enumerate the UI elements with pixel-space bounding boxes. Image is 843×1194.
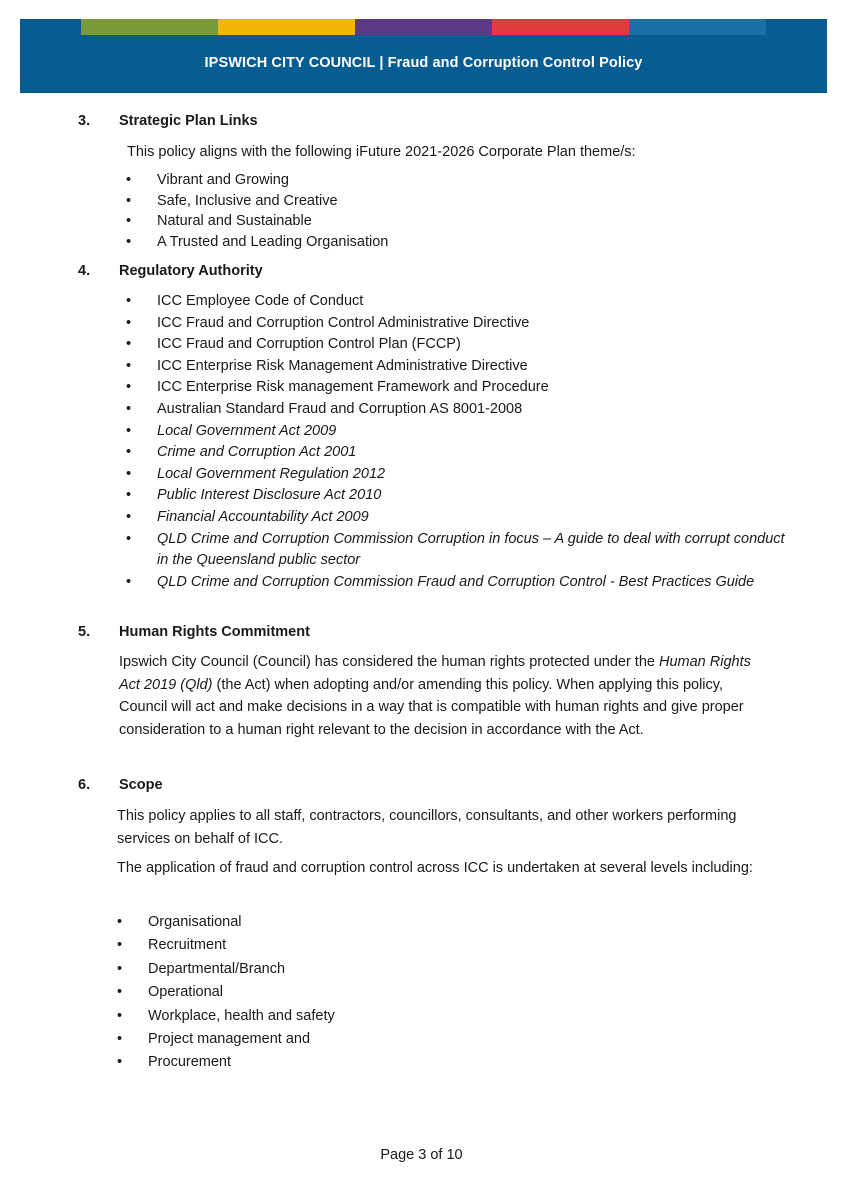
section-6-number: 6. xyxy=(78,777,91,793)
section-6-list xyxy=(117,911,767,1075)
bullet-icon: • xyxy=(126,444,132,461)
list-item: • QLD Crime and Corruption Commission Corruption in focus – A guide to deal with corrupt conduct in the Queensland public sector xyxy=(126,530,785,569)
list-item: • Safe, Inclusive and Creative xyxy=(126,191,776,212)
section-6-paragraph-2: The application of fraud and corruption control across ICC is undertaken at several levels including: xyxy=(117,860,753,876)
list-item: • Procurement xyxy=(117,1051,767,1074)
list-item: • Workplace, health and safety xyxy=(117,1005,767,1028)
bullet-icon: • xyxy=(126,379,132,396)
list-item: • Local Government Regulation 2012 xyxy=(126,464,786,486)
list-item: • Operational xyxy=(117,981,767,1004)
bullet-icon: • xyxy=(117,937,123,954)
list-item: • Natural and Sustainable xyxy=(126,211,776,232)
bullet-icon: • xyxy=(117,1054,123,1071)
section-3-title: Strategic Plan Links xyxy=(119,113,258,129)
list-item: • Public Interest Disclosure Act 2010 xyxy=(126,485,786,507)
section-6-title: Scope xyxy=(119,777,163,793)
section-6-heading xyxy=(78,777,163,793)
bullet-icon: • xyxy=(126,508,132,525)
list-item: • Local Government Act 2009 xyxy=(126,421,786,443)
stripe-yellow xyxy=(218,19,355,35)
stripe-green xyxy=(81,19,218,35)
list-item: • Departmental/Branch xyxy=(117,958,767,981)
list-item: • Project management and xyxy=(117,1028,767,1051)
bullet-icon: • xyxy=(117,1007,123,1024)
section-3-heading xyxy=(78,113,258,129)
stripe-purple xyxy=(355,19,492,35)
page-number: Page 3 of 10 xyxy=(380,1147,463,1163)
stripe-blue xyxy=(629,19,766,35)
section-4-number: 4. xyxy=(78,263,91,279)
bullet-icon: • xyxy=(126,487,132,504)
list-item: • Recruitment xyxy=(117,934,767,957)
section-4-list xyxy=(126,291,786,593)
list-item: • Australian Standard Fraud and Corruption AS 8001-2008 xyxy=(126,399,786,421)
bullet-icon: • xyxy=(126,336,132,353)
bullet-icon: • xyxy=(126,400,132,417)
list-item: • Organisational xyxy=(117,911,767,934)
bullet-icon: • xyxy=(126,293,132,309)
section-6-paragraph-1: This policy applies to all staff, contractors, councillors, consultants, and other workers performing services on behalf of ICC. xyxy=(117,808,737,847)
list-item: • Vibrant and Growing xyxy=(126,170,776,191)
list-item: • A Trusted and Leading Organisation xyxy=(126,232,776,253)
section-3-intro: This policy aligns with the following iFuture 2021-2026 Corporate Plan theme/s: xyxy=(127,144,636,160)
list-item: • ICC Enterprise Risk management Framework and Procedure xyxy=(126,377,786,399)
list-item: • ICC Employee Code of Conduct xyxy=(126,291,786,313)
section-5-paragraph: Ipswich City Council (Council) has considered the human rights protected under the Human Rights Act 2019 (Qld) (the Act) when adopting and/or amending this policy. When applying this policy, Council will act and make decisions in a way that is compatible with human rights and give proper consideration to a human right relevant to the decision in accordance with the Act. xyxy=(119,654,751,738)
list-item: • QLD Crime and Corruption Commission Fraud and Corruption Control - Best Practices Guide xyxy=(126,572,786,594)
bullet-icon: • xyxy=(117,984,123,1001)
bullet-icon: • xyxy=(117,914,123,930)
list-item: • ICC Fraud and Corruption Control Plan (FCCP) xyxy=(126,334,786,356)
bullet-icon: • xyxy=(126,573,132,590)
section-5-heading xyxy=(78,624,310,640)
section-4-heading xyxy=(78,263,263,279)
section-3-number: 3. xyxy=(78,113,91,129)
list-item: • ICC Enterprise Risk Management Administrative Directive xyxy=(126,356,786,378)
bullet-icon: • xyxy=(126,172,132,188)
section-5-number: 5. xyxy=(78,624,91,640)
section-4-title: Regulatory Authority xyxy=(119,263,263,279)
bullet-icon: • xyxy=(126,314,132,331)
bullet-icon: • xyxy=(117,960,123,977)
bullet-icon: • xyxy=(117,1031,123,1048)
header-banner xyxy=(20,19,827,93)
list-item: • ICC Fraud and Corruption Control Administrative Directive xyxy=(126,313,786,335)
bullet-icon: • xyxy=(126,422,132,439)
section-3-list xyxy=(126,170,776,253)
bullet-icon: • xyxy=(126,192,132,209)
bullet-icon: • xyxy=(126,213,132,230)
bullet-icon: • xyxy=(126,530,132,547)
stripe-red xyxy=(492,19,629,35)
header-title: IPSWICH CITY COUNCIL | Fraud and Corruption Control Policy xyxy=(204,55,643,71)
section-5-title: Human Rights Commitment xyxy=(119,624,310,640)
bullet-icon: • xyxy=(126,234,132,251)
bullet-icon: • xyxy=(126,465,132,482)
bullet-icon: • xyxy=(126,357,132,374)
list-item: • Financial Accountability Act 2009 xyxy=(126,507,786,529)
list-item: • Crime and Corruption Act 2001 xyxy=(126,442,786,464)
